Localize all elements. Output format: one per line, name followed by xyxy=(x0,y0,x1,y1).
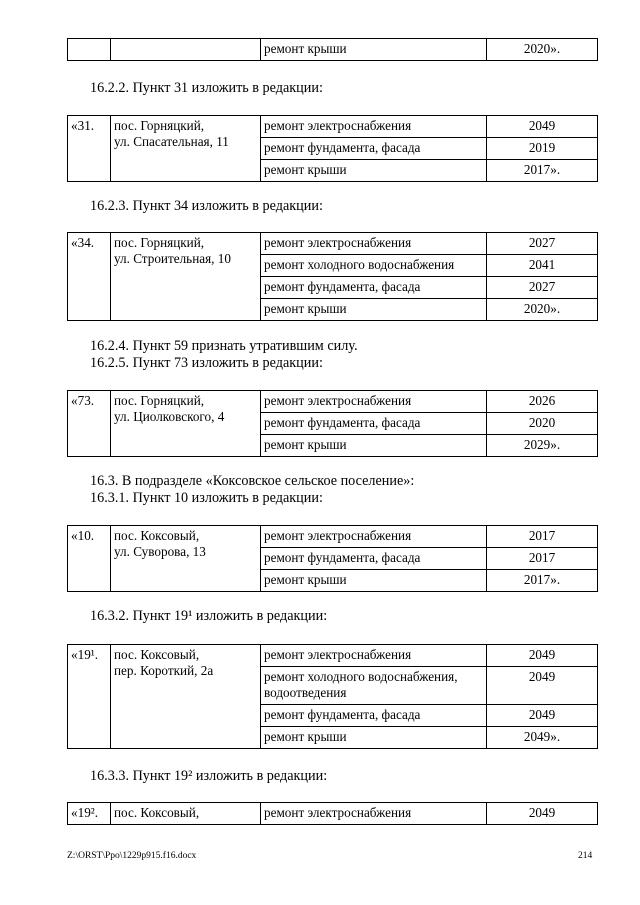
cell-work: ремонт электроснабжения xyxy=(261,116,487,138)
cell-num: «19¹. xyxy=(68,645,111,749)
cell-work: ремонт крыши xyxy=(261,435,487,457)
cell-year: 2017 xyxy=(487,548,598,570)
paragraph-16-3: 16.3. В подразделе «Коксовское сельское поселение»: xyxy=(90,473,415,489)
cell-address xyxy=(111,391,261,457)
cell-work: ремонт электроснабжения xyxy=(261,645,487,667)
cell-work: ремонт крыши xyxy=(261,570,487,592)
cell-work: ремонт электроснабжения xyxy=(261,526,487,548)
cell-year: 2027 xyxy=(487,233,598,255)
work-line-2: водоотведения xyxy=(264,685,347,700)
table-row xyxy=(68,233,598,255)
cell-year: 2049 xyxy=(487,803,598,825)
cell-address xyxy=(111,645,261,749)
paragraph-16-3-3: 16.3.3. Пункт 19² изложить в редакции: xyxy=(90,768,328,784)
table-continuation xyxy=(67,38,598,61)
address-line-2: пер. Короткий, 2а xyxy=(114,663,214,678)
cell-work: ремонт крыши xyxy=(261,39,487,61)
cell-year: 2019 xyxy=(487,138,598,160)
address-line-1: пос. Горняцкий, xyxy=(114,235,205,250)
cell-num: «34. xyxy=(68,233,111,321)
footer-file-path: Z:\ORST\Ppo\1229p915.f16.docx xyxy=(67,851,197,861)
cell-work: ремонт фундамента, фасада xyxy=(261,548,487,570)
address-line-2: ул. Суворова, 13 xyxy=(114,544,206,559)
cell-work: ремонт крыши xyxy=(261,160,487,182)
cell-year: 2049 xyxy=(487,645,598,667)
address-line-2: ул. Строительная, 10 xyxy=(114,251,231,266)
cell-address: пос. Коксовый, xyxy=(111,803,261,825)
cell-num: «73. xyxy=(68,391,111,457)
table-item-34 xyxy=(67,232,598,321)
paragraph-16-3-1: 16.3.1. Пункт 10 изложить в редакции: xyxy=(90,490,323,506)
cell-work: ремонт крыши xyxy=(261,727,487,749)
cell-year: 2049 xyxy=(487,116,598,138)
cell-year: 2020 xyxy=(487,413,598,435)
cell-year: 2020». xyxy=(487,299,598,321)
cell-work: ремонт холодного водоснабжения xyxy=(261,255,487,277)
address-line-2: ул. Циолковского, 4 xyxy=(114,409,225,424)
table-row xyxy=(68,526,598,548)
table-item-73 xyxy=(67,390,598,457)
paragraph-16-2-4: 16.2.4. Пункт 59 признать утратившим силу. xyxy=(90,338,358,354)
cell-work: ремонт электроснабжения xyxy=(261,391,487,413)
paragraph-16-3-2: 16.3.2. Пункт 19¹ изложить в редакции: xyxy=(90,608,328,624)
work-line-1: ремонт холодного водоснабжения, xyxy=(264,669,458,684)
table-row xyxy=(68,645,598,667)
cell-address xyxy=(111,526,261,592)
cell-year: 2049 xyxy=(487,667,598,705)
cell-num: «31. xyxy=(68,116,111,182)
table-item-10 xyxy=(67,525,598,592)
cell-work: ремонт крыши xyxy=(261,299,487,321)
cell-year: 2029». xyxy=(487,435,598,457)
cell-year: 2049». xyxy=(487,727,598,749)
table-row xyxy=(68,391,598,413)
cell-num xyxy=(68,39,111,61)
cell-year: 2049 xyxy=(487,705,598,727)
cell-work: ремонт электроснабжения xyxy=(261,803,487,825)
cell-work: ремонт фундамента, фасада xyxy=(261,138,487,160)
paragraph-16-2-2: 16.2.2. Пункт 31 изложить в редакции: xyxy=(90,80,323,96)
cell-year: 2041 xyxy=(487,255,598,277)
paragraph-16-2-5: 16.2.5. Пункт 73 изложить в редакции: xyxy=(90,355,323,371)
cell-work: ремонт фундамента, фасада xyxy=(261,277,487,299)
cell-work xyxy=(261,667,487,705)
table-row xyxy=(68,39,598,61)
cell-num: «19². xyxy=(68,803,111,825)
address-line-1: пос. Коксовый, xyxy=(114,528,200,543)
table-row xyxy=(68,803,598,825)
cell-address xyxy=(111,39,261,61)
cell-year: 2017». xyxy=(487,570,598,592)
table-item-31 xyxy=(67,115,598,182)
cell-work: ремонт фундамента, фасада xyxy=(261,413,487,435)
address-line-1: пос. Коксовый, xyxy=(114,647,200,662)
cell-address xyxy=(111,116,261,182)
table-item-19-2 xyxy=(67,802,598,825)
cell-year: 2017». xyxy=(487,160,598,182)
cell-address xyxy=(111,233,261,321)
cell-year: 2026 xyxy=(487,391,598,413)
address-line-1: пос. Горняцкий, xyxy=(114,118,205,133)
cell-year: 2020». xyxy=(487,39,598,61)
cell-num: «10. xyxy=(68,526,111,592)
cell-work: ремонт электроснабжения xyxy=(261,233,487,255)
page-number: 214 xyxy=(578,851,593,861)
cell-work: ремонт фундамента, фасада xyxy=(261,705,487,727)
table-row xyxy=(68,116,598,138)
paragraph-16-2-3: 16.2.3. Пункт 34 изложить в редакции: xyxy=(90,198,323,214)
address-line-1: пос. Горняцкий, xyxy=(114,393,205,408)
cell-year: 2027 xyxy=(487,277,598,299)
table-item-19-1 xyxy=(67,644,598,749)
cell-year: 2017 xyxy=(487,526,598,548)
address-line-2: ул. Спасательная, 11 xyxy=(114,134,229,149)
